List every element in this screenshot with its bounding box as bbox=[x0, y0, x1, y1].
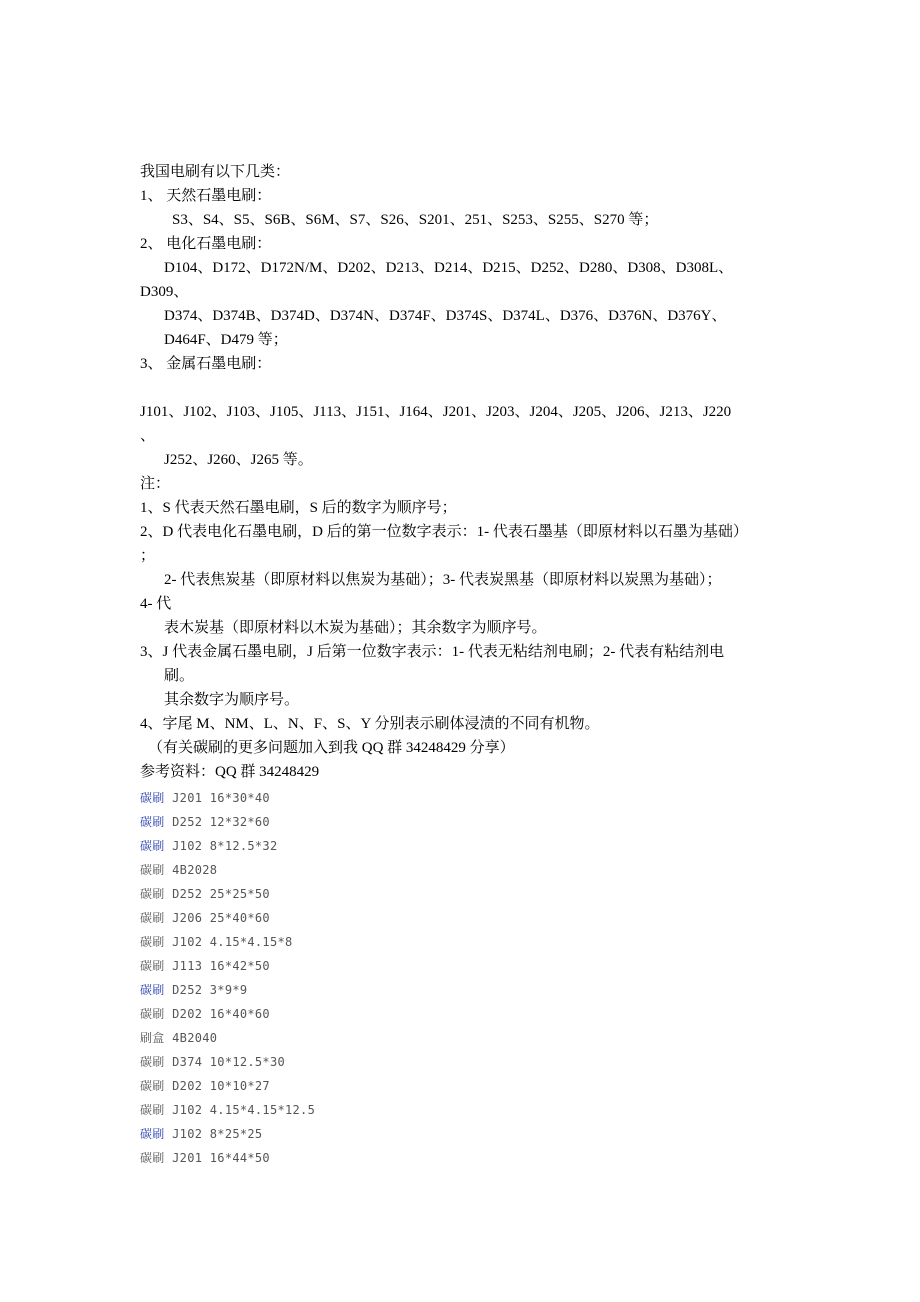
product-code: J102 4.15*4.15*12.5 bbox=[172, 1103, 316, 1117]
note-line: 2- 代表焦炭基（即原材料以焦炭为基础）；3- 代表炭黑基（即原材料以炭黑为基础）； bbox=[164, 572, 722, 588]
product-name: 碳刷 bbox=[140, 1079, 165, 1093]
product-name: 碳刷 bbox=[140, 935, 165, 949]
section3-title: 3、 金属石墨电刷： bbox=[140, 356, 272, 372]
product-name: 碳刷 bbox=[140, 863, 165, 877]
product-name-link[interactable]: 碳刷 bbox=[140, 815, 165, 829]
section1-title: 1、 天然石墨电刷： bbox=[140, 188, 272, 204]
product-item bbox=[140, 786, 270, 810]
product-name-link[interactable]: 碳刷 bbox=[140, 839, 165, 853]
product-code: D202 10*10*27 bbox=[172, 1079, 270, 1093]
section2-title: 2、 电化石墨电刷： bbox=[140, 236, 272, 252]
product-item bbox=[140, 1146, 270, 1170]
section2-models-line: D374、D374B、D374D、D374N、D374F、D374S、D374L、D376、D376N、D376Y、 bbox=[164, 308, 727, 324]
note-line: 表木炭基（即原材料以木炭为基础）；其余数字为顺序号。 bbox=[164, 620, 547, 636]
product-item bbox=[140, 1002, 270, 1026]
product-code: J201 16*30*40 bbox=[172, 791, 270, 805]
product-code: D202 16*40*60 bbox=[172, 1007, 270, 1021]
product-code: J113 16*42*50 bbox=[172, 959, 270, 973]
note-line: 1、S 代表天然石墨电刷，S 后的数字为顺序号； bbox=[140, 500, 457, 516]
product-item bbox=[140, 954, 270, 978]
product-item bbox=[140, 810, 270, 834]
product-code: J102 8*12.5*32 bbox=[172, 839, 278, 853]
product-item bbox=[140, 978, 247, 1002]
section2-models-line: D104、D172、D172N/M、D202、D213、D214、D215、D252、D280、D308、D308L、 bbox=[164, 260, 734, 276]
section2-models-line: D464F、D479 等； bbox=[164, 332, 288, 348]
product-item bbox=[140, 1122, 262, 1146]
product-item bbox=[140, 906, 270, 930]
product-code: D374 10*12.5*30 bbox=[172, 1055, 286, 1069]
section2-models-line: D309、 bbox=[140, 284, 189, 300]
qq-note: （有关碳刷的更多问题加入到我 QQ 群 34248429 分享） bbox=[148, 740, 515, 756]
product-item bbox=[140, 1098, 315, 1122]
section3-models-line: J252、J260、J265 等。 bbox=[164, 452, 313, 468]
product-item bbox=[140, 834, 278, 858]
product-item bbox=[140, 858, 217, 882]
section3-models-line: J101、J102、J103、J105、J113、J151、J164、J201、J203、J204、J205、J206、J213、J220 bbox=[140, 404, 732, 420]
note-line: ； bbox=[140, 548, 156, 564]
product-item bbox=[140, 882, 270, 906]
note-line: 其余数字为顺序号。 bbox=[164, 692, 300, 708]
heading: 我国电刷有以下几类： bbox=[140, 164, 291, 180]
note-line: 刷。 bbox=[164, 668, 195, 684]
note-line: 3、J 代表金属石墨电刷，J 后第一位数字表示：1- 代表无粘结剂电刷；2- 代表有粘结剂电 bbox=[140, 644, 725, 660]
product-code: J206 25*40*60 bbox=[172, 911, 270, 925]
product-name: 碳刷 bbox=[140, 911, 165, 925]
product-item bbox=[140, 1050, 285, 1074]
product-name-link[interactable]: 碳刷 bbox=[140, 1127, 165, 1141]
product-code: D252 12*32*60 bbox=[172, 815, 270, 829]
product-name: 碳刷 bbox=[140, 1055, 165, 1069]
notes-label: 注： bbox=[140, 476, 171, 492]
product-name: 刷盒 bbox=[140, 1031, 165, 1045]
product-name: 碳刷 bbox=[140, 1007, 165, 1021]
product-name: 碳刷 bbox=[140, 1151, 165, 1165]
product-name: 碳刷 bbox=[140, 887, 165, 901]
product-name-link[interactable]: 碳刷 bbox=[140, 983, 165, 997]
section3-models-line: 、 bbox=[140, 428, 156, 444]
product-code: 4B2040 bbox=[172, 1031, 218, 1045]
product-name: 碳刷 bbox=[140, 959, 165, 973]
product-code: D252 25*25*50 bbox=[172, 887, 270, 901]
product-code: D252 3*9*9 bbox=[172, 983, 248, 997]
product-code: J102 4.15*4.15*8 bbox=[172, 935, 293, 949]
note-line: 4- 代 bbox=[140, 596, 172, 612]
reference: 参考资料：QQ 群 34248429 bbox=[140, 764, 320, 780]
section1-models: S3、S4、S5、S6B、S6M、S7、S26、S201、251、S253、S255、S270 等； bbox=[172, 212, 659, 228]
note-line: 2、D 代表电化石墨电刷，D 后的第一位数字表示：1- 代表石墨基（即原材料以石墨为基础） bbox=[140, 524, 748, 540]
product-code: 4B2028 bbox=[172, 863, 218, 877]
note-line: 4、字尾 M、NM、L、N、F、S、Y 分别表示刷体浸渍的不同有机物。 bbox=[140, 716, 600, 732]
product-item bbox=[140, 930, 293, 954]
product-name: 碳刷 bbox=[140, 1103, 165, 1117]
product-code: J102 8*25*25 bbox=[172, 1127, 263, 1141]
product-name-link[interactable]: 碳刷 bbox=[140, 791, 165, 805]
product-item bbox=[140, 1026, 217, 1050]
product-item bbox=[140, 1074, 270, 1098]
product-code: J201 16*44*50 bbox=[172, 1151, 270, 1165]
